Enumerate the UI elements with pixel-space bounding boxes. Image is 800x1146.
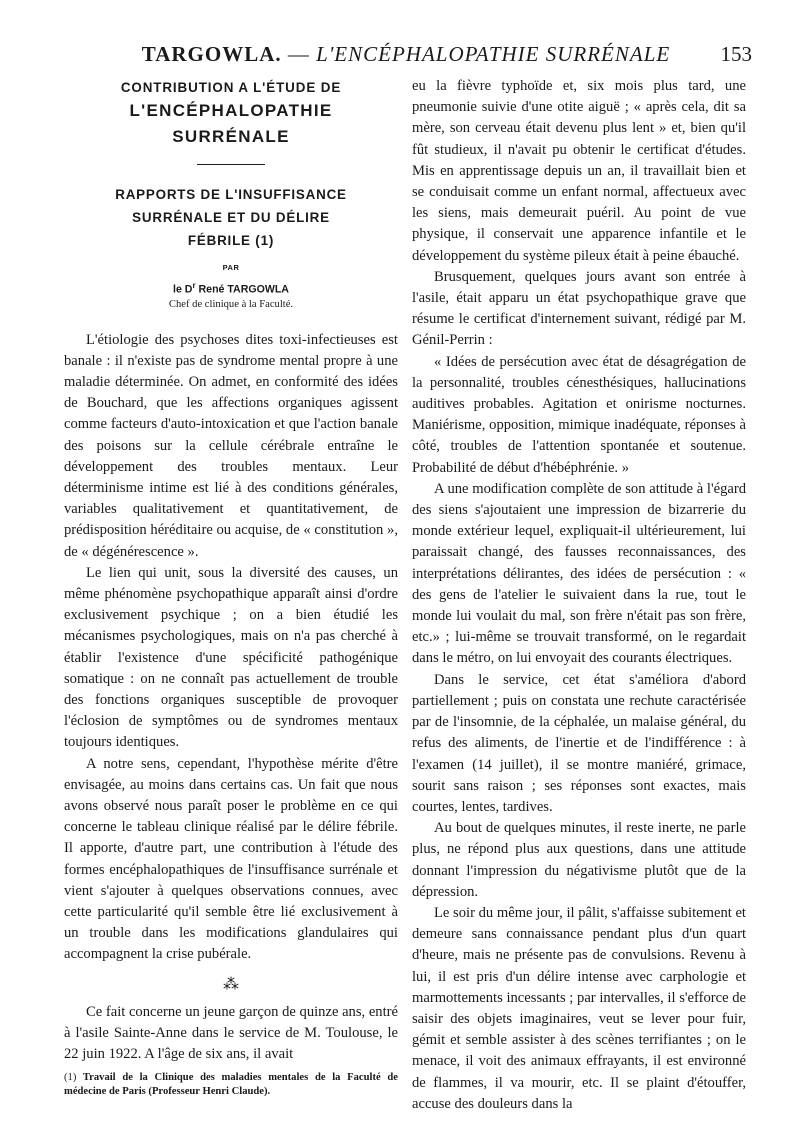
running-head-author: TARGOWLA. <box>141 42 282 66</box>
left-paragraph-2: Le lien qui unit, sous la diversité des causes, un même phénomène psychopathique apparaît ainsi d'ordre exclusivement psychique ; on a bien étudié les mécanismes psychologiques, mais on n'a pas cherché à établir l'existence d'une spécificité pathogénique somatique : on ne connaît pas actuellement de trouble des fonctions organiques susceptible de provoquer l'éclosion de symptômes ou de syndromes mentaux toujours identiques. <box>64 564 398 751</box>
right-paragraph-5: Dans le service, cet état s'améliora d'abord partiellement ; puis on constata une rechute caractérisée par de l'insomnie, de la céphalée, un malaise général, du refus des aliments, de l'inertie et de l'indifférence : à l'examen (14 juillet), il se montre maniéré, grimace, sourit sans raison ; ses réponses sont exactes, mais courtes, lentes, tardives. <box>412 671 746 815</box>
right-paragraph-7: Le soir du même jour, il pâlit, s'affaisse subitement et demeure sans connaissance pendant plus d'un quart d'heure, mais ne présente pas de convulsions. Revenu à lui, il est pris d'un délire intense avec carphologie et marmottements incessants ; par intervalles, il s'efforce de saisir des objets imaginaires, veut se lever pour fuir, gémit et semble assister à des scènes terrifiantes ; on le menace, il voit des animaux effrayants, il est environné de flammes, il va mourir, etc. Il se plaint d'étouffer, accuse des douleurs dans la <box>412 904 746 1112</box>
author-affiliation: Chef de clinique à la Faculté. <box>168 298 294 310</box>
running-head-title-line <box>60 42 752 67</box>
left-paragraph-4: Ce fait concerne un jeune garçon de quinze ans, entré à l'asile Sainte-Anne dans le service de M. Toulouse, le 22 juin 1922. A l'âge de six ans, il avait <box>64 1003 398 1063</box>
footnote-text: Travail de la Clinique des maladies mentales de la Faculté de médecine de Paris (Professeur Henri Claude). <box>64 1072 398 1098</box>
author-line <box>64 278 398 298</box>
page-number: 153 <box>720 42 752 66</box>
right-paragraph-6: Au bout de quelques minutes, il reste inerte, ne parle plus, ne répond plus aux questions, dans une attitude donnant l'impression du négativisme plutôt que de la dépression. <box>412 820 746 900</box>
byline-par: PAR <box>222 263 240 272</box>
right-paragraph-4: A une modification complète de son attitude à l'égard des siens s'ajoutaient une impression de bizarrerie du monde extérieur lequel, expliquait-il ultérieurement, lui paraissait changé, des fausses reconnaissances, des interprétations délirantes, des idées de persécution : « des gens de l'atelier le suivaient dans la rue, tout le monde lui voulait du mal, son frère n'était pas son frère, etc.» ; lui-même se trouvait transformé, on le regardait dans le métro, on lui envoyait des courants électriques. <box>412 480 746 667</box>
article-title-line-2: L'ENCÉPHALOPATHIE <box>129 101 333 120</box>
article-subtitle-line-2: SURRÉNALE ET DU DÉLIRE <box>132 210 330 225</box>
footnote-number: (1) <box>64 1072 77 1084</box>
author-prefix-sup: r <box>192 281 196 290</box>
title-spacer <box>64 312 398 330</box>
author-prefix: le D <box>173 283 193 296</box>
author-name: René TARGOWLA <box>195 283 289 296</box>
right-paragraph-3-quote: « Idées de persécution avec état de désagrégation de la personnalité, troubles cénesthésiques, hallucinations auditives probables. Agitation et onirisme nocturnes. Maniérisme, opposition, mimique inadéquate, réponses à côté, troubles de l'attention spontanée et soutenue. Probabilité de début d'hébéphrénie. » <box>412 353 746 476</box>
running-head-title: L'ENCÉPHALOPATHIE SURRÉNALE <box>316 42 671 66</box>
right-column <box>412 76 746 1115</box>
article-subtitle-line-1: RAPPORTS DE L'INSUFFISANCE <box>115 187 347 202</box>
title-rule <box>197 164 265 165</box>
article-subtitle-line-3: FÉBRILE (1) <box>187 233 275 248</box>
article-title-line-1: CONTRIBUTION A L'ÉTUDE DE <box>120 80 342 95</box>
footnote <box>64 1071 398 1099</box>
article-title-block <box>64 77 398 312</box>
left-paragraph-3: A notre sens, cependant, l'hypothèse mérite d'être envisagée, au moins dans certains cas. Un fait que nous avons observé nous paraît poser le problème en ce qui concerne le tableau clinique réalisé par le délire fébrile. Il apporte, d'autre part, une contribution à l'étude des formes encéphalopathiques de l'insuffisance surrénale et vient s'ajouter à quelques observations connues, avec cette particularité qu'il semble être lié exclusivement à un trouble dans les modifications glandulaires qui accompagnent la crise pubérale. <box>64 755 398 963</box>
running-head-dash: — <box>281 42 317 66</box>
left-column <box>64 76 398 1099</box>
article-title-line-3: SURRÉNALE <box>172 127 290 146</box>
section-separator-asterism: ⁂ <box>223 975 239 993</box>
left-paragraph-1: L'étiologie des psychoses dites toxi-infectieuses est banale : il n'existe pas de syndrome mental propre à une maladie déterminée. On admet, en conformité des idées de Bouchard, que les affections organiques agissent comme facteurs d'auto-intoxication et que l'action banale des poisons sur la cellule cérébrale entraîne le développement des troubles mentaux. Leur déterminisme intime est lié à des conditions générales, variables qualitativement et quantitativement, de prédisposition héréditaire ou acquise, de « constitution », de « dégénérescence ». <box>64 331 398 560</box>
right-paragraph-1: eu la fièvre typhoïde et, six mois plus tard, une pneumonie suivie d'une otite aiguë ; « après cela, dit sa mère, son cerveau était devenu plus lent » et, bien qu'il fût studieux, il n'avait pu obtenir le certificat d'études. Mis en apprentissage depuis un an, il travaillait bien et se conduisait comme un enfant normal, affectueux avec les siens, mais demeurait puéril. Au point de vue physique, il conservait une apparence infantile et le développement du système pileux était à peine ébauché. <box>412 78 746 264</box>
right-paragraph-2: Brusquement, quelques jours avant son entrée à l'asile, était apparu un état psychopathique grave que résume le certificat d'internement suivant, rédigé par M. Génil-Perrin : <box>412 268 746 349</box>
running-head <box>60 40 752 70</box>
